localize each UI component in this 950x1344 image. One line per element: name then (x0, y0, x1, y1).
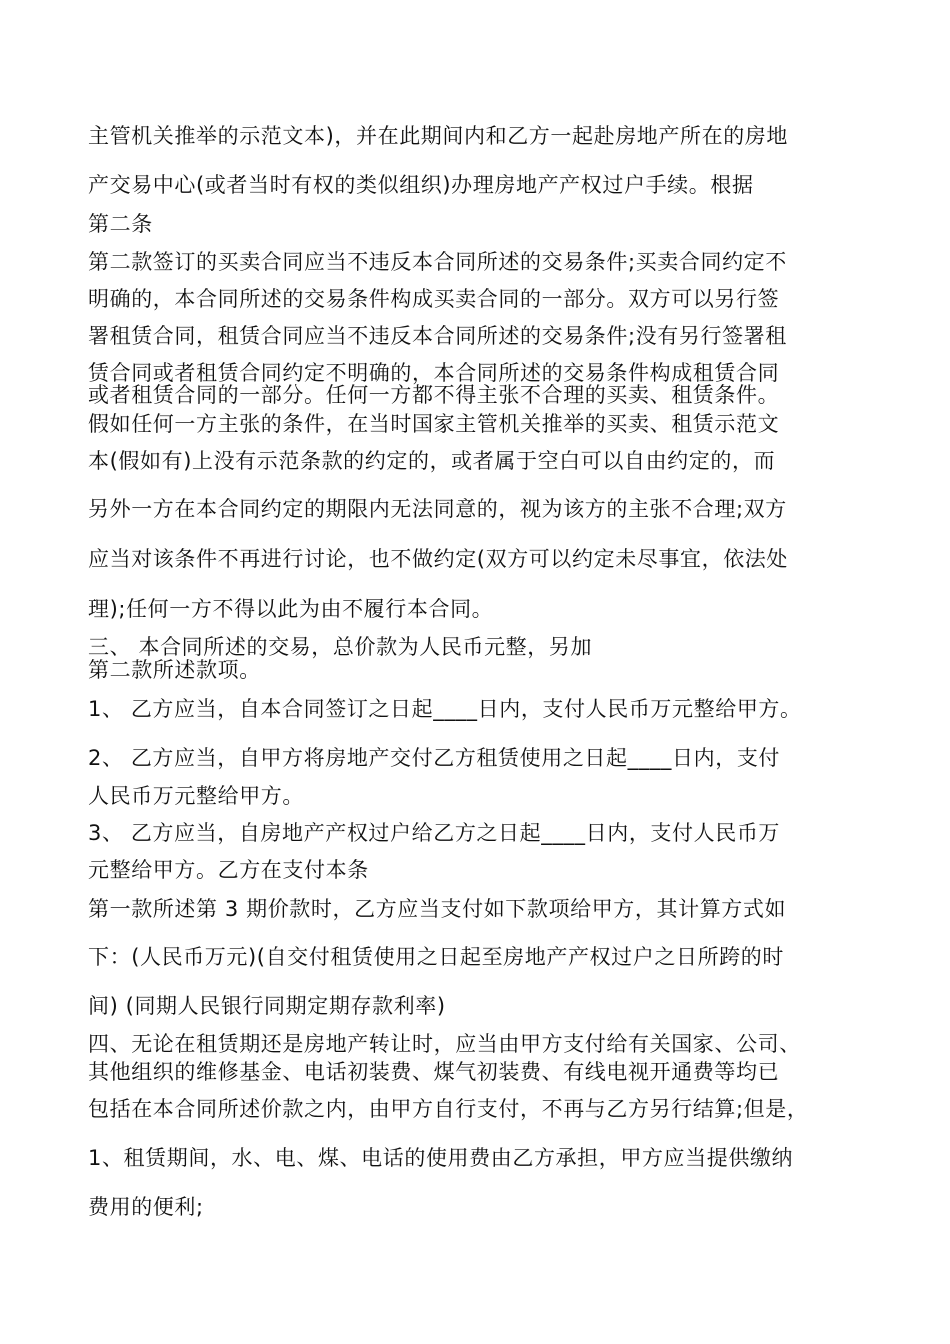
text-line: 理);任何一方不得以此为由不履行本合同。 (88, 597, 494, 621)
text-line: 明确的，本合同所述的交易条件构成买卖合同的一部分。双方可以另行签 (88, 287, 780, 311)
text-line: 另外一方在本合同约定的期限内无法同意的，视为该方的主张不合理;双方 (88, 497, 787, 521)
text-line: 应当对该条件不再进行讨论，也不做约定(双方可以约定未尽事宜，依法处 (88, 547, 788, 571)
text-line: 假如任何一方主张的条件，在当时国家主管机关推举的买卖、租赁示范文 (88, 412, 780, 436)
text-line: 第二条 (88, 212, 153, 236)
text-line: 2、 乙方应当，自甲方将房地产交付乙方租赁使用之日起____日内，支付 (88, 746, 781, 770)
text-line: 间) (同期人民银行同期定期存款利率) (88, 994, 446, 1018)
text-line: 1、 乙方应当，自本合同签订之日起____日内，支付人民币万元整给甲方。 (88, 697, 802, 721)
text-line: 1、租赁期间，水、电、煤、电话的使用费由乙方承担，甲方应当提供缴纳 (88, 1146, 794, 1170)
text-line: 第二款所述款项。 (88, 658, 261, 682)
text-line: 第二款签订的买卖合同应当不违反本合同所述的交易条件;买卖合同约定不 (88, 250, 787, 274)
text-line: 本(假如有)上没有示范条款的约定的，或者属于空白可以自由约定的，而 (88, 449, 776, 473)
text-line: 下：(人民币万元)(自交付租赁使用之日起至房地产产权过户之日所跨的时 (88, 945, 784, 969)
text-line: 主管机关推举的示范文本)，并在此期间内和乙方一起赴房地产所在的房地 (88, 124, 788, 148)
text-line: 3、 乙方应当，自房地产产权过户给乙方之日起____日内，支付人民币万 (88, 821, 781, 845)
text-line: 人民币万元整给甲方。 (88, 784, 304, 808)
text-line: 第一款所述第 3 期价款时，乙方应当支付如下款项给甲方，其计算方式如 (88, 897, 787, 921)
text-line: 其他组织的维修基金、电话初装费、煤气初装费、有线电视开通费等均已 (88, 1060, 780, 1084)
text-line: 赁合同或者租赁合同约定不明确的，本合同所述的交易条件构成租赁合同 (88, 361, 780, 385)
text-line: 或者租赁合同的一部分。任何一方都不得主张不合理的买卖、租赁条件。 (88, 383, 780, 407)
text-line: 三、 本合同所述的交易，总价款为人民币元整，另加 (88, 635, 593, 659)
text-line: 费用的便利; (88, 1195, 204, 1219)
text-line: 署租赁合同，租赁合同应当不违反本合同所述的交易条件;没有另行签署租 (88, 324, 787, 348)
text-line: 包括在本合同所述价款之内，由甲方自行支付，不再与乙方另行结算;但是， (88, 1097, 809, 1121)
text-line: 产交易中心(或者当时有权的类似组织)办理房地产产权过户手续。根据 (88, 173, 754, 197)
text-line: 元整给甲方。乙方在支付本条 (88, 858, 369, 882)
text-line: 四、无论在租赁期还是房地产转让时，应当由甲方支付给有关国家、公司、 (88, 1032, 801, 1056)
